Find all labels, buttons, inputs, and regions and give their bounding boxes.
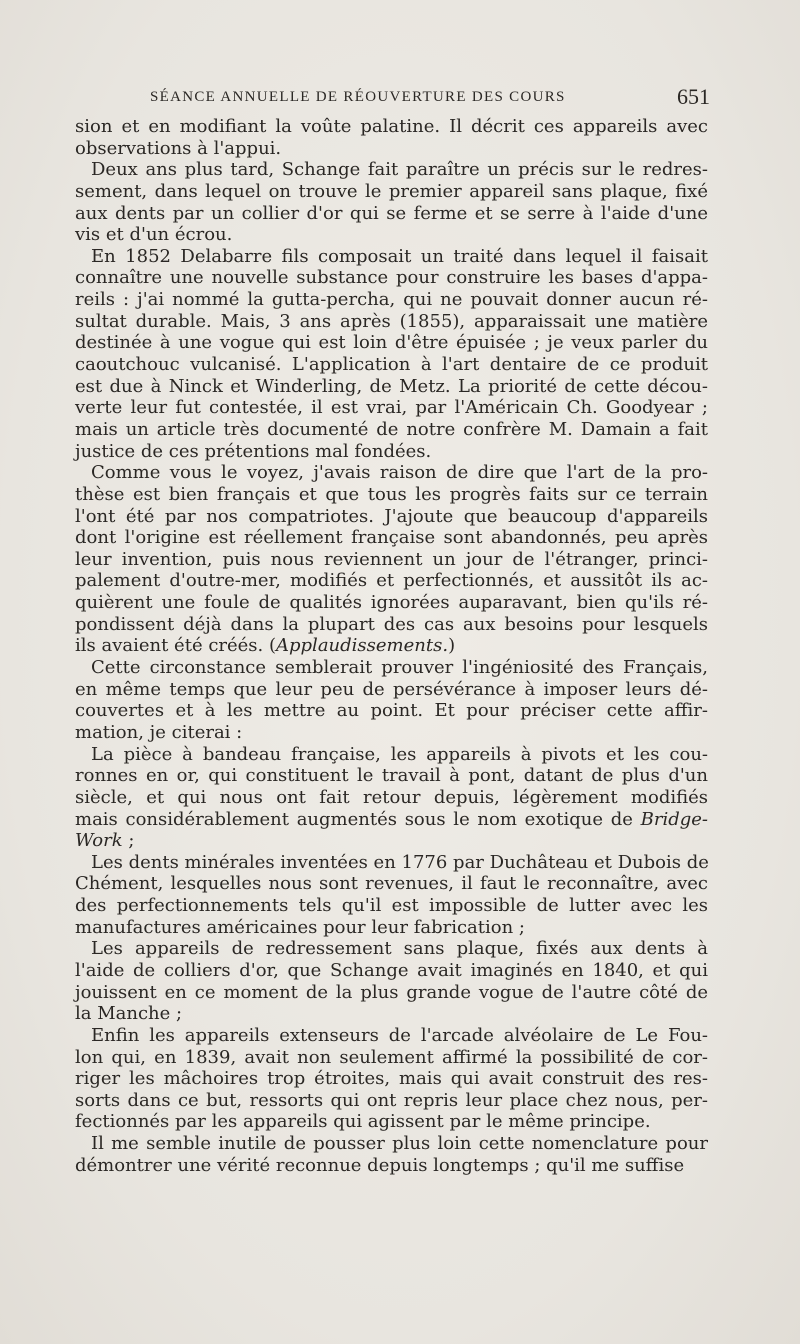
text-line: [75, 809, 708, 831]
text-line: [75, 657, 708, 679]
text-line: [75, 679, 708, 701]
text-line: [75, 765, 708, 787]
line-text: mais considérablement augmentés sous le nom exotique de: [75, 808, 641, 830]
line-text: verte leur fut contestée, il est vrai, par l'Américain Ch. Goodyear ;: [75, 397, 708, 419]
line-text: sorts dans ce but, ressorts qui ont repris leur place chez nous, per-: [75, 1089, 708, 1111]
text-line: [75, 700, 708, 722]
line-text-after: ;: [122, 830, 135, 852]
text-line: [75, 1111, 708, 1133]
line-text: démontrer une vérité reconnue depuis longtemps ; qu'il me suffise: [75, 1154, 685, 1176]
text-line: [75, 267, 708, 289]
text-line: [75, 138, 708, 160]
line-text: Il me semble inutile de pousser plus loin cette nomenclature pour: [91, 1133, 708, 1155]
text-line: [75, 332, 708, 354]
text-line: [75, 224, 708, 246]
line-text: reils : j'ai nommé la gutta-percha, qui ne pouvait donner aucun ré-: [75, 289, 708, 311]
line-text: lon qui, en 1839, avait non seulement affirmé la possibilité de cor-: [75, 1046, 708, 1068]
line-text: l'aide de colliers d'or, que Schange avait imaginés en 1840, et qui: [75, 959, 708, 981]
text-line: [75, 246, 708, 268]
line-text: Comme vous le voyez, j'avais raison de dire que l'art de la pro-: [91, 462, 708, 484]
body-text: [75, 116, 708, 1176]
text-line: [75, 376, 708, 398]
line-text: palement d'outre-mer, modifiés et perfectionnés, et aussitôt ils ac-: [75, 570, 708, 592]
text-line: [75, 917, 708, 939]
line-text: justice de ces prétentions mal fondées.: [75, 440, 432, 462]
line-text: connaître une nouvelle substance pour construire les bases d'appa-: [75, 267, 708, 289]
running-title: SÉANCE ANNUELLE DE RÉOUVERTURE DES COURS: [150, 89, 566, 105]
line-text: ils avaient été créés. (: [75, 635, 277, 657]
text-line: [75, 159, 708, 181]
line-text: destinée à une vogue qui est loin d'être épuisée ; je veux parler du: [75, 332, 708, 354]
line-text: vis et d'un écrou.: [75, 224, 233, 246]
line-text: est due à Ninck et Winderling, de Metz. La priorité de cette décou-: [75, 375, 708, 397]
text-line: [75, 1133, 708, 1155]
line-text: couvertes et à les mettre au point. Et pour préciser cette affir-: [75, 700, 708, 722]
line-text: fectionnés par les appareils qui agissent par le même principe.: [75, 1111, 651, 1133]
text-line: [75, 116, 708, 138]
text-line: [75, 354, 708, 376]
line-text: riger les mâchoires trop étroites, mais qui avait construit des res-: [75, 1068, 708, 1090]
line-text: l'ont été par nos compatriotes. J'ajoute que beaucoup d'appareils: [75, 505, 708, 527]
line-text: La pièce à bandeau française, les appareils à pivots et les cou-: [91, 743, 708, 765]
text-line: [75, 960, 708, 982]
text-line: [75, 592, 708, 614]
line-text: jouissent en ce moment de la plus grande vogue de l'autre côté de: [75, 981, 708, 1003]
text-line: [75, 527, 708, 549]
text-line: [75, 830, 708, 852]
text-line: [75, 722, 708, 744]
line-text: caoutchouc vulcanisé. L'application à l'art dentaire de ce produit: [75, 354, 708, 376]
text-line: [75, 203, 708, 225]
line-text: sion et en modifiant la voûte palatine. Il décrit ces appareils avec: [75, 116, 708, 137]
text-line: [75, 787, 708, 809]
line-text: observations à l'appui.: [75, 137, 282, 159]
line-text: leur invention, puis nous reviennent un jour de l'étranger, princi-: [75, 548, 708, 570]
line-text: dont l'origine est réellement française sont abandonnés, peu après: [75, 527, 708, 549]
text-line: [75, 419, 708, 441]
text-line: [75, 397, 708, 419]
line-text-after: ): [448, 635, 456, 657]
line-text: manufactures américaines pour leur fabrication ;: [75, 916, 525, 938]
line-text: la Manche ;: [75, 1003, 183, 1025]
line-text: mais un article très documenté de notre confrère M. Damain a fait: [75, 418, 708, 440]
line-text: ronnes en or, qui constituent le travail à pont, datant de plus d'un: [75, 765, 708, 787]
line-text: siècle, et qui nous ont fait retour depuis, légèrement modifiés: [75, 786, 708, 808]
line-text: thèse est bien français et que tous les progrès faits sur ce terrain: [75, 483, 708, 505]
line-text: sultat durable. Mais, 3 ans après (1855), apparaissait une matière: [75, 310, 708, 332]
line-text: aux dents par un collier d'or qui se ferme et se serre à l'aide d'une: [75, 202, 708, 224]
text-line: [75, 1155, 708, 1177]
line-text: sement, dans lequel on trouve le premier appareil sans plaque, fixé: [75, 180, 708, 202]
text-line: [75, 484, 708, 506]
text-line: [75, 1025, 708, 1047]
text-line: [75, 744, 708, 766]
text-line: [75, 506, 708, 528]
line-text: Chément, lesquelles nous sont revenues, il faut le reconnaître, avec: [75, 873, 708, 895]
line-text: mation, je citerai :: [75, 721, 243, 743]
text-line: [75, 895, 708, 917]
line-text: Les dents minérales inventées en 1776 par Duchâteau et Dubois de: [91, 851, 709, 873]
italic-text: Work: [75, 830, 123, 852]
text-line: [75, 938, 708, 960]
text-line: [75, 570, 708, 592]
text-line: [75, 1068, 708, 1090]
text-line: [75, 1003, 708, 1025]
text-line: [75, 873, 708, 895]
line-text: pondissent déjà dans la plupart des cas aux besoins pour lesquels: [75, 613, 708, 635]
line-text: En 1852 Delabarre fils composait un traité dans lequel il faisait: [91, 245, 708, 267]
line-text: en même temps que leur peu de persévérance à imposer leurs dé-: [75, 678, 708, 700]
text-line: [75, 635, 708, 657]
line-text: quièrent une foule de qualités ignorées auparavant, bien qu'ils ré-: [75, 592, 708, 614]
text-line: [75, 549, 708, 571]
line-text: Enfin les appareils extenseurs de l'arcade alvéolaire de Le Fou-: [91, 1024, 708, 1046]
page-number: 651: [677, 84, 710, 109]
line-text: Les appareils de redressement sans plaque, fixés aux dents à: [91, 938, 708, 960]
text-line: [75, 852, 708, 874]
text-line: [75, 289, 708, 311]
italic-text: Applaudissements.: [276, 635, 449, 657]
text-line: [75, 441, 708, 463]
text-line: [75, 462, 708, 484]
text-line: [75, 1047, 708, 1069]
line-text: Cette circonstance semblerait prouver l'ingéniosité des Français,: [91, 657, 708, 679]
text-line: [75, 311, 708, 333]
line-text: des perfectionnements tels qu'il est impossible de lutter avec les: [75, 895, 708, 917]
text-line: [75, 614, 708, 636]
text-line: [75, 982, 708, 1004]
italic-text: Bridge-: [640, 808, 708, 830]
text-line: [75, 181, 708, 203]
text-line: [75, 1090, 708, 1112]
running-head: [150, 86, 710, 110]
line-text: Deux ans plus tard, Schange fait paraître un précis sur le redres-: [91, 159, 708, 181]
